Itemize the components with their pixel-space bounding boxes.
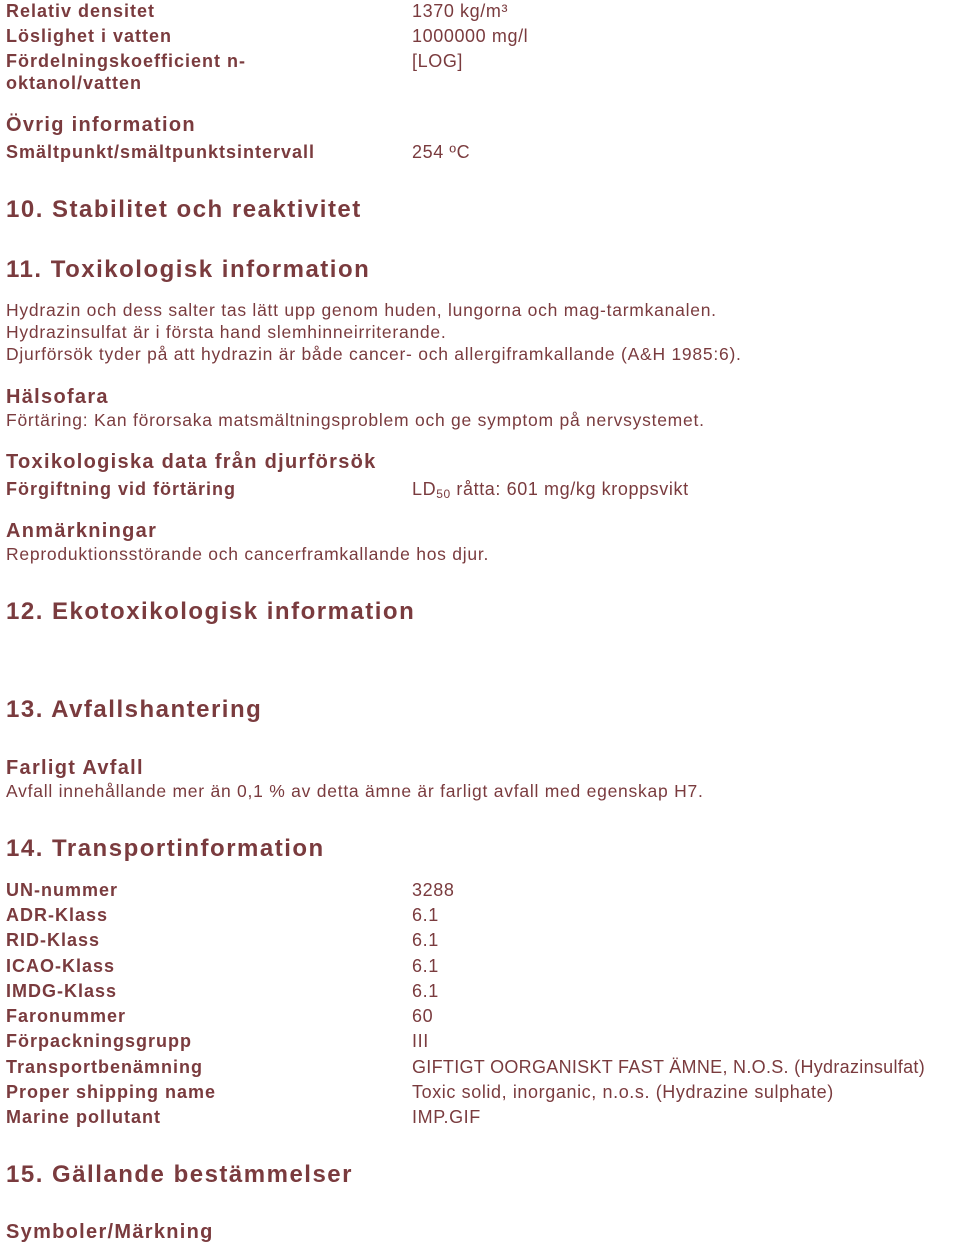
ld-prefix: LD xyxy=(412,479,437,499)
health-hazard-heading: Hälsofara xyxy=(6,386,109,408)
transport-value-imdg: 6.1 xyxy=(412,981,439,1001)
property-value-density: 1370 kg/m³ xyxy=(412,1,509,21)
transport-label-adr: ADR-Klass xyxy=(6,905,109,925)
section-13-title: 13. Avfallshantering xyxy=(6,696,263,723)
transport-label-shipping-name: Proper shipping name xyxy=(6,1082,217,1102)
transport-label-hazard-number: Faronummer xyxy=(6,1006,127,1026)
remarks-text: Reproduktionsstörande och cancerframkallande hos djur. xyxy=(6,544,490,564)
property-label-density: Relativ densitet xyxy=(6,1,156,21)
ld-subscript: 50 xyxy=(436,487,451,501)
transport-label-marine-pollutant: Marine pollutant xyxy=(6,1107,161,1127)
health-hazard-text: Förtäring: Kan förorsaka matsmältningsproblem och ge symptom på nervsystemet. xyxy=(6,410,705,430)
transport-value-icao: 6.1 xyxy=(412,956,439,976)
waste-text: Avfall innehållande mer än 0,1 % av detta ämne är farligt avfall med egenskap H7. xyxy=(6,781,704,801)
section-14-title: 14. Transportinformation xyxy=(6,835,325,862)
property-value-partition: [LOG] xyxy=(412,51,464,71)
transport-value-un: 3288 xyxy=(412,880,455,900)
transport-label-imdg: IMDG-Klass xyxy=(6,981,118,1001)
section-15-title: 15. Gällande bestämmelser xyxy=(6,1161,353,1188)
transport-label-packing-group: Förpackningsgrupp xyxy=(6,1031,193,1051)
waste-heading: Farligt Avfall xyxy=(6,757,144,779)
transport-label-icao: ICAO-Klass xyxy=(6,956,116,976)
section-12-title: 12. Ekotoxikologisk information xyxy=(6,598,416,625)
tox-data-heading: Toxikologiska data från djurförsök xyxy=(6,451,377,473)
transport-value-rid: 6.1 xyxy=(412,930,439,950)
tox-text-line: Hydrazin och dess salter tas lätt upp genom huden, lungorna och mag-tarmkanalen. xyxy=(6,300,717,320)
symbols-heading: Symboler/Märkning xyxy=(6,1221,214,1243)
transport-label-transport-name: Transportbenämning xyxy=(6,1057,204,1077)
transport-value-adr: 6.1 xyxy=(412,905,439,925)
property-label-partition-line2: oktanol/vatten xyxy=(6,73,143,93)
other-info-heading: Övrig information xyxy=(6,114,196,136)
property-value-solubility: 1000000 mg/l xyxy=(412,26,529,46)
property-label-partition: Fördelningskoefficient n- xyxy=(6,51,247,71)
transport-value-marine-pollutant: IMP.GIF xyxy=(412,1107,481,1127)
property-label-solubility: Löslighet i vatten xyxy=(6,26,173,46)
ld-value-text: råtta: 601 mg/kg kroppsvikt xyxy=(450,479,689,499)
melting-point-value: 254 ºC xyxy=(412,142,471,162)
transport-value-transport-name: GIFTIGT OORGANISKT FAST ÄMNE, N.O.S. (Hydrazinsulfat) xyxy=(412,1057,925,1077)
transport-label-rid: RID-Klass xyxy=(6,930,101,950)
melting-point-label: Smältpunkt/smältpunktsintervall xyxy=(6,142,316,162)
section-11-title: 11. Toxikologisk information xyxy=(6,256,371,283)
poisoning-label: Förgiftning vid förtäring xyxy=(6,479,236,499)
remarks-heading: Anmärkningar xyxy=(6,520,158,542)
transport-value-hazard-number: 60 xyxy=(412,1006,434,1026)
tox-text-line: Djurförsök tyder på att hydrazin är både cancer- och allergiframkallande (A&H 1985:6). xyxy=(6,344,742,364)
ld50-value xyxy=(412,479,689,501)
transport-label-un: UN-nummer xyxy=(6,880,119,900)
section-10-title: 10. Stabilitet och reaktivitet xyxy=(6,196,362,223)
transport-value-packing-group: III xyxy=(412,1031,429,1051)
tox-text-line: Hydrazinsulfat är i första hand slemhinneirriterande. xyxy=(6,322,447,342)
transport-value-shipping-name: Toxic solid, inorganic, n.o.s. (Hydrazine sulphate) xyxy=(412,1082,834,1102)
